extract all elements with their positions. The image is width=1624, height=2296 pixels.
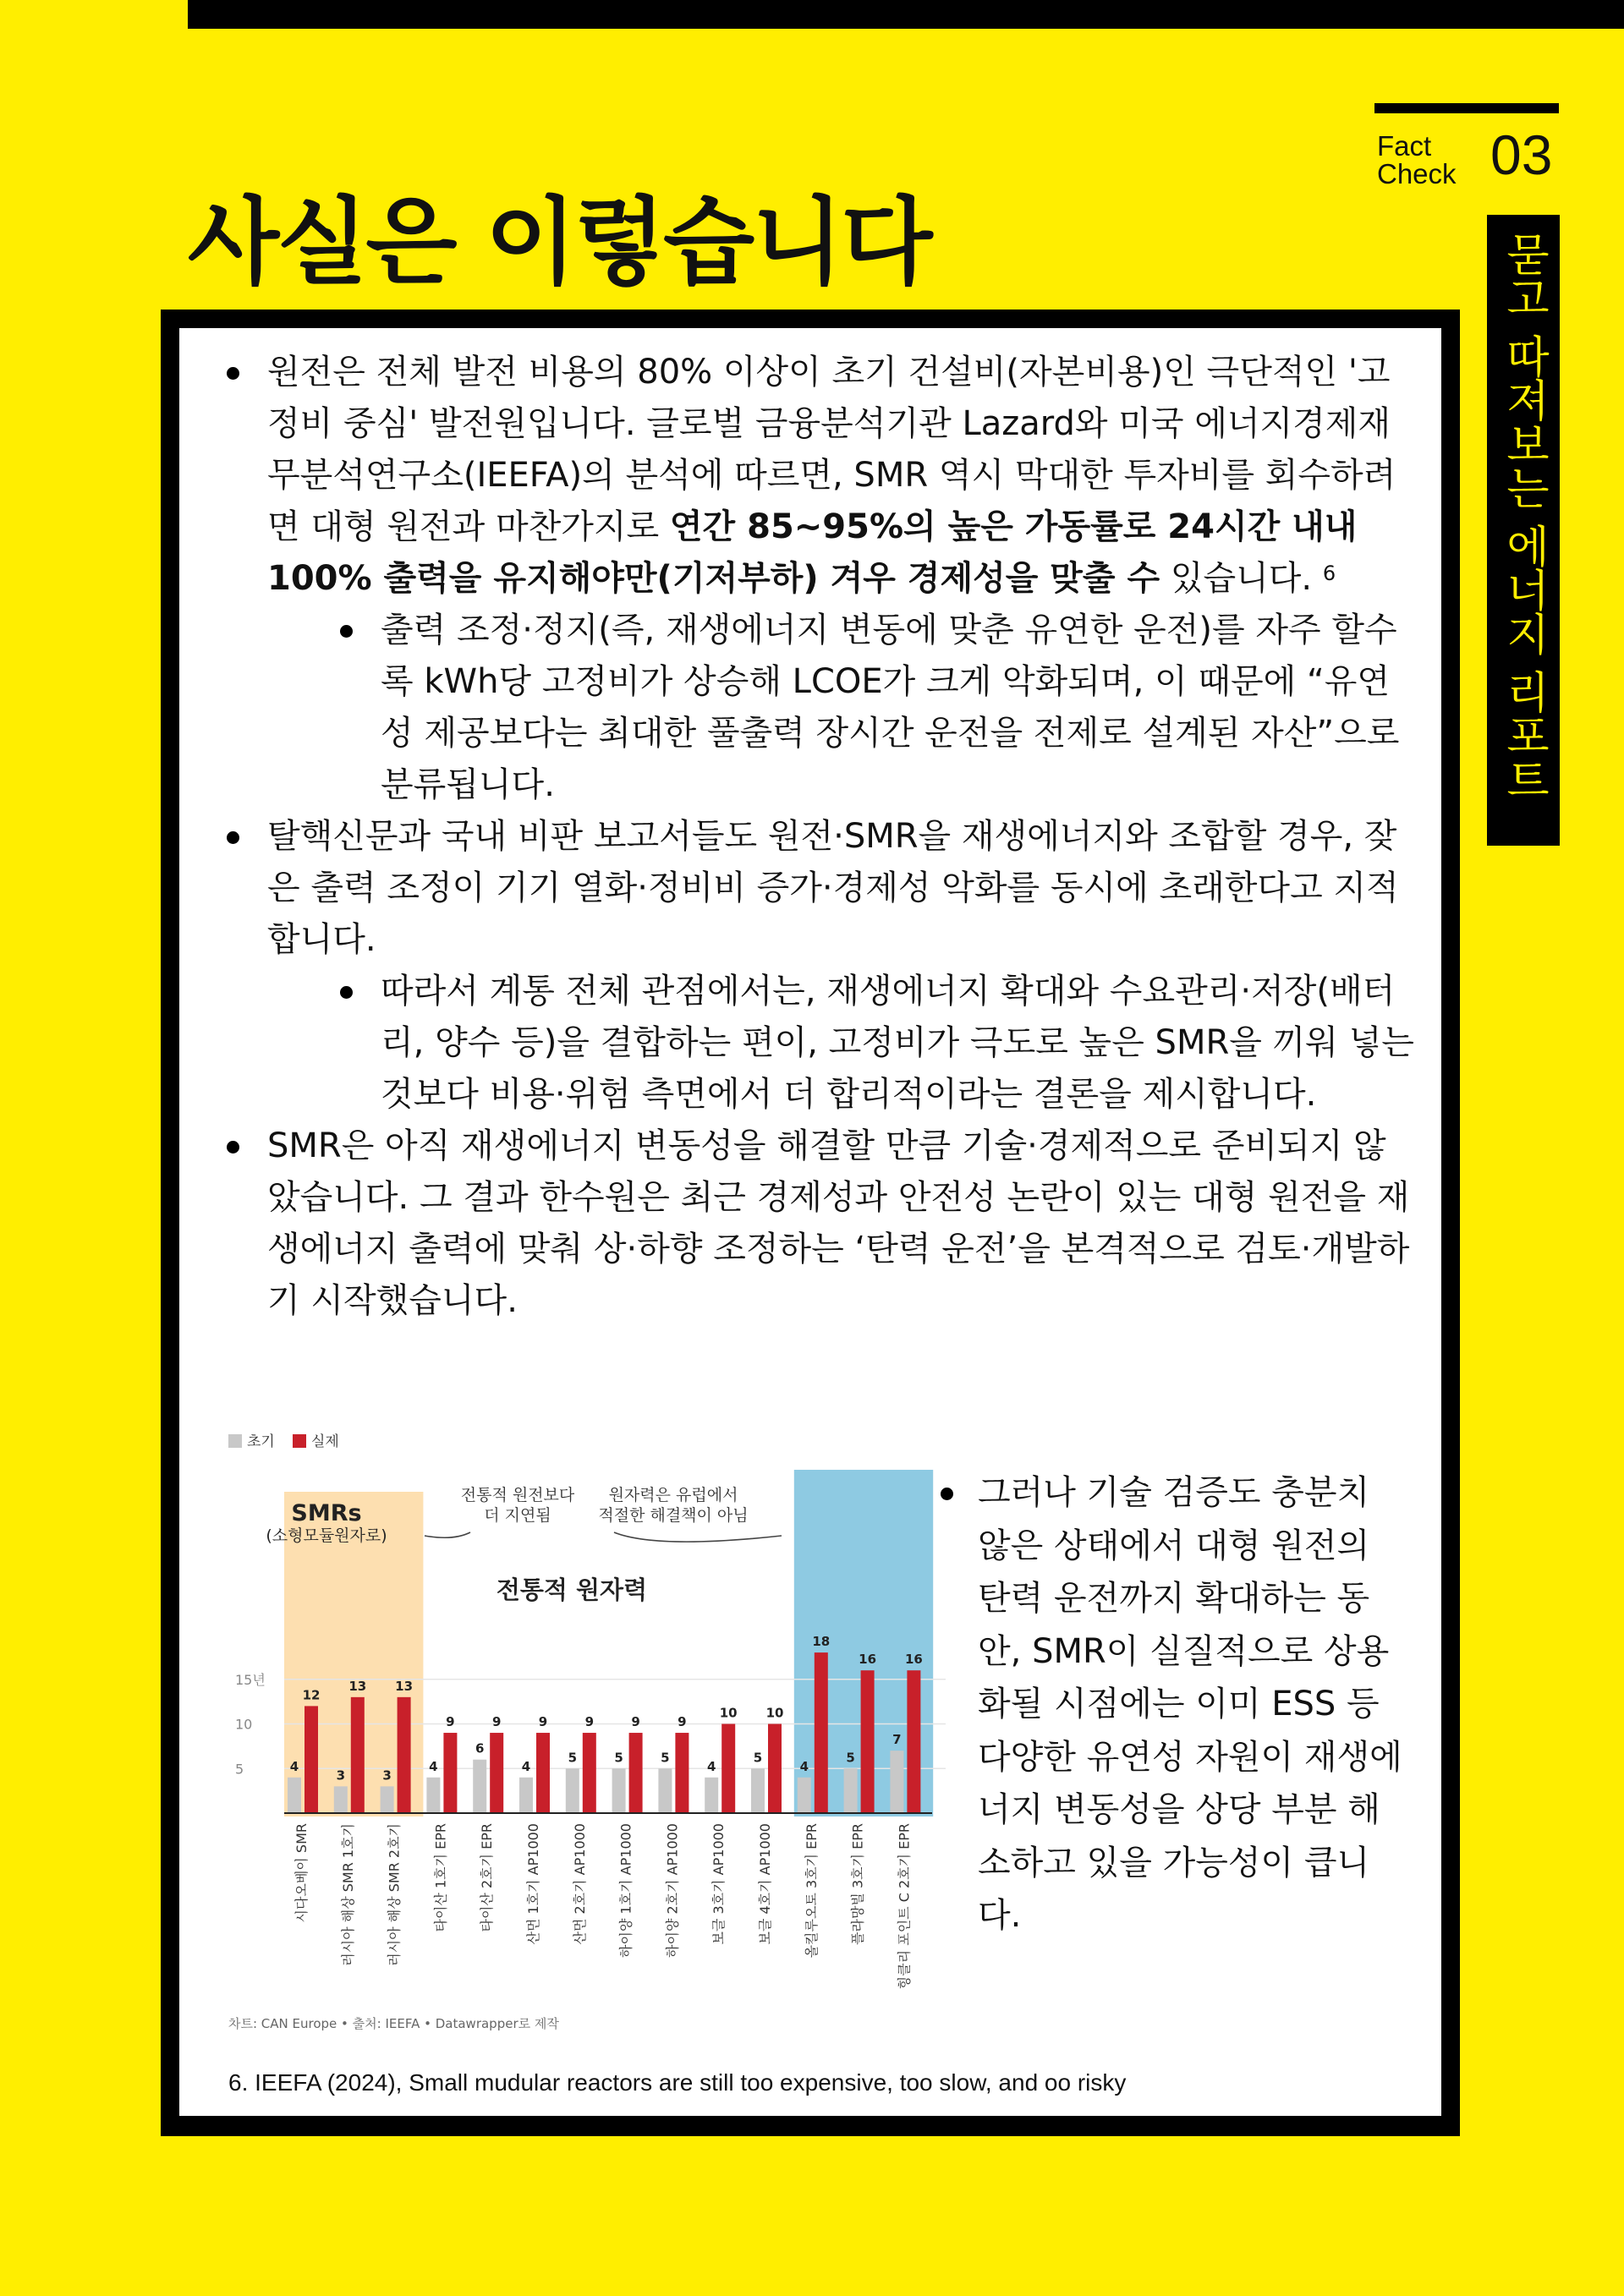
bar-initial [473,1760,486,1813]
bullet-item [217,1121,1416,1327]
fact-check-bar [1374,103,1559,113]
bullet-dot [340,625,353,638]
x-tick-label: 힝클리 포인트 C 2호기 EPR [896,1823,913,1990]
delay-chart [217,1422,946,2036]
bar-initial [519,1778,533,1813]
data-label-initial: 4 [799,1758,809,1774]
bar-actual [675,1733,689,1813]
bullet-dot [941,1488,953,1500]
x-tick-label: 시다오베이 SMR [294,1823,310,1923]
chart-annotation: 원자력은 유럽에서 [608,1486,738,1504]
bullet-text: SMR은 아직 재생에너지 변동성을 해결할 만큼 기술·경제적으로 준비되지 않았습니다. 그 결과 한수원은 최근 경제성과 안전성 논란이 있는 대형 원전을 재생에너지 출력에 맞춰 상·하향 조정하는 ‘탄력 운전’을 본격적으로 검토·개발하기 시작했습니다. [267,1126,1410,1320]
bullet-item [217,811,1416,966]
page-title: 사실은 이렇습니다 [188,188,930,298]
side-bullet-text: 그러나 기술 검증도 충분치 않은 상태에서 대형 원전의 탄력 운전까지 확대하는 동안, SMR이 실질적으로 상용화될 시점에는 이미 ESS 등 다양한 유연성 자원이 재생에너지 변동성을 상당 부분 해소하고 있을 가능성이 큽니다. [978,1473,1402,1935]
section-number: 03 [1490,123,1553,186]
data-label-initial: 5 [753,1750,763,1766]
data-label-actual: 10 [719,1705,738,1721]
bullet-dot [227,367,239,380]
x-tick-label: 하이양 1호기 AP1000 [617,1823,634,1958]
bullet-dot [227,831,239,844]
bar-actual [907,1670,920,1813]
vertical-title-box [1487,215,1560,846]
bar-initial [426,1778,440,1813]
data-label-actual: 12 [302,1687,321,1703]
data-label-actual: 9 [491,1714,502,1730]
bar-actual [861,1670,875,1813]
x-tick-label: 러시아 해상 SMR 2호기 [386,1823,403,1966]
sub-bullet-item [330,966,1416,1121]
data-label-actual: 18 [812,1634,831,1650]
legend-swatch-initial [228,1434,242,1448]
bar-actual [583,1733,596,1813]
x-tick-label: 타이산 1호기 EPR [432,1823,449,1932]
data-label-actual: 13 [348,1678,367,1694]
data-label-initial: 5 [568,1750,578,1766]
chart-svg [217,1422,946,2036]
bullet-bold-text: 연간 85~95%의 높은 가동률로 24시간 내내 100% 출력을 유지해야만(기저부하) 겨우 경제성을 맞출 수 [267,507,1358,598]
y-tick-label: 10 [235,1716,253,1733]
data-label-actual: 9 [446,1714,455,1730]
side-bullet [935,1466,1409,1943]
data-label-initial: 3 [382,1767,392,1784]
bar-actual [304,1706,318,1813]
bar-initial [890,1751,903,1813]
x-tick-label: 산먼 2호기 AP1000 [571,1823,588,1945]
bar-actual [351,1697,365,1813]
y-tick-label: 5 [235,1761,244,1778]
bar-actual [721,1724,735,1814]
data-label-initial: 5 [846,1750,855,1766]
y-tick-label: 15년 [235,1671,266,1688]
x-tick-label: 산먼 1호기 AP1000 [525,1823,541,1945]
bar-actual [815,1652,828,1813]
bullet-dot [227,1141,239,1153]
fact-check-line2: Check [1377,158,1457,189]
data-label-initial: 5 [661,1750,670,1766]
data-label-actual: 9 [678,1714,687,1730]
bar-initial [705,1778,718,1813]
bullet-dot [340,986,353,999]
bar-initial [798,1778,811,1813]
data-label-initial: 4 [289,1758,299,1774]
data-label-initial: 7 [892,1732,902,1748]
chart-annotation: 전통적 원전보다 [460,1486,575,1504]
x-tick-label: 보글 3호기 AP1000 [710,1823,727,1945]
bar-initial [751,1768,765,1813]
fact-check-line1: Fact [1377,130,1432,162]
bar-initial [844,1768,858,1813]
x-tick-label: 러시아 해상 SMR 1호기 [339,1823,356,1966]
x-tick-label: 플라망빌 3호기 EPR [849,1823,866,1945]
bar-initial [288,1778,301,1813]
chart-annotation: 적절한 해결책이 아님 [598,1506,749,1525]
bar-initial [334,1786,348,1813]
bar-initial [566,1768,579,1813]
bullet-item [217,347,1416,605]
bar-actual [629,1733,643,1813]
data-label-actual: 9 [631,1714,640,1730]
bullet-list [217,347,1416,1327]
bar-actual [536,1733,550,1813]
bar-actual [398,1697,411,1813]
footnote-ref: 6 [1322,562,1336,585]
data-label-actual: 10 [765,1705,784,1721]
bar-initial [612,1768,626,1813]
data-label-initial: 4 [706,1758,716,1774]
x-tick-label: 올킬루오토 3호기 EPR [803,1823,820,1959]
data-label-actual: 16 [904,1652,923,1668]
data-label-initial: 5 [614,1750,623,1766]
data-label-initial: 4 [521,1758,531,1774]
vertical-title: 묻고 따져보는 에너지 리포트 [1498,232,1549,802]
chart-source: 차트: CAN Europe • 출처: IEEFA • Datawrapper로 제작 [228,2016,559,2031]
sub-bullet-item [330,605,1416,811]
data-label-initial: 3 [336,1767,346,1784]
footnote: 6. IEEFA (2024), Small mudular reactors are still too expensive, too slow, and oo risky [228,2069,1127,2096]
legend-label: 실제 [311,1433,339,1450]
legend-swatch-actual [293,1434,306,1448]
bar-actual [443,1733,457,1813]
legend-label: 초기 [247,1433,275,1450]
x-tick-label: 타이산 2호기 EPR [479,1823,496,1932]
bar-initial [381,1786,394,1813]
group-label: 전통적 원자력 [496,1575,648,1604]
chart-annotation: 더 지연됨 [484,1506,551,1525]
bar-initial [658,1768,672,1813]
bullet-text: 따라서 계통 전체 관점에서는, 재생에너지 확대와 수요관리·저장(배터리, 양수 등)을 결합하는 편이, 고정비가 극도로 높은 SMR을 끼워 넣는 것보다 비용·위험 측면에서 더 합리적이라는 결론을 제시합니다. [381,972,1414,1114]
bullet-text: 출력 조정·정지(즉, 재생에너지 변동에 맞춘 유연한 운전)를 자주 할수록 kWh당 고정비가 상승해 LCOE가 크게 악화되며, 이 때문에 “유연성 제공보다는 최대한 풀출력 장시간 운전을 전제로 설계된 자산”으로 분류됩니다. [381,611,1400,804]
bullet-text: 탈핵신문과 국내 비판 보고서들도 원전·SMR을 재생에너지와 조합할 경우, 잦은 출력 조정이 기기 열화·정비비 증가·경제성 악화를 동시에 초래한다고 지적합니다. [267,817,1399,959]
fact-check-label [1377,132,1457,188]
data-label-initial: 6 [475,1740,485,1756]
group-label: SMRs [291,1500,362,1526]
data-label-initial: 4 [429,1758,438,1774]
data-label-actual: 13 [395,1678,414,1694]
data-label-actual: 9 [538,1714,548,1730]
x-tick-label: 보글 4호기 AP1000 [757,1823,773,1945]
data-label-actual: 9 [584,1714,595,1730]
bullet-text-end: 있습니다. [1160,559,1313,598]
x-tick-label: 하이양 2호기 AP1000 [664,1823,681,1958]
bullet-text: 원전은 전체 발전 비용의 80% 이상이 초기 건설비(자본비용)인 극단적인 '고정비 중심' 발전원입니다. 글로벌 금융분석기관 Lazard와 미국 에너지경제재무분석연구소(IEEFA)의 분석에 따르면, SMR 역시 막대한 투자비를 회수하려면 대형 원전과 마찬가지로 [267,353,1396,546]
bar-actual [490,1733,503,1813]
bar-actual [768,1724,782,1814]
top-black-bar [188,0,1624,29]
group-sublabel: (소형모듈원자로) [266,1526,387,1545]
data-label-actual: 16 [859,1652,877,1668]
